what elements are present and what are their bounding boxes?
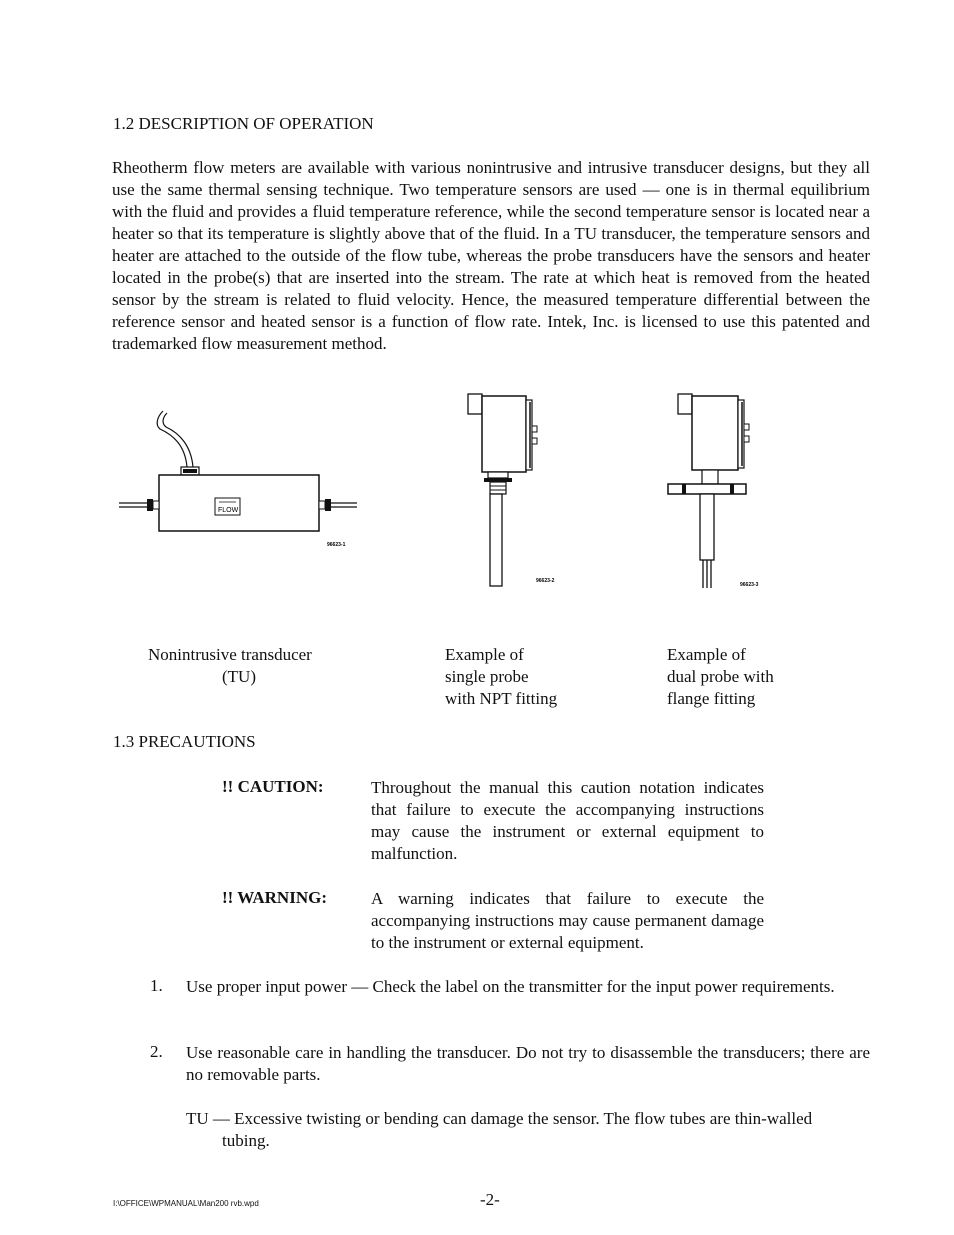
caption-single-line2: single probe [445,667,529,686]
caution-label: !! CAUTION: [222,777,324,796]
drawing-number-3: 96623-3 [740,582,759,588]
single-probe-drawing [460,390,570,590]
caption-dual-line2: dual probe with [667,667,774,686]
list-item-number-1: 1. [150,976,163,995]
drawing-number-1: 96623-1 [327,542,346,548]
tu-transducer-drawing [115,405,365,565]
list-item-number-2: 2. [150,1042,163,1061]
caption-tu-line1: Nonintrusive transducer [148,645,312,664]
list-item-text-2: Use reasonable care in handling the transducer. Do not try to disassemble the transducers; there are no removable parts. [186,1043,870,1084]
flow-label: FLOW [218,507,239,514]
warning-text: A warning indicates that failure to execute the accompanying instructions may cause permanent damage to the instrument or external equipment. [371,889,764,952]
section-heading-description: 1.2 DESCRIPTION OF OPERATION [113,114,374,133]
caption-single-line3: with NPT fitting [445,689,558,708]
tu-note-line2: tubing. [222,1131,270,1150]
drawing-number-2: 96623-2 [536,578,555,584]
section-heading-precautions: 1.3 PRECAUTIONS [113,732,256,751]
footer-file-path: I:\OFFICE\WPMANUAL\Man200 rvb.wpd [113,1199,259,1208]
tu-note-line1: TU — Excessive twisting or bending can damage the sensor. The flow tubes are thin-walled [186,1109,813,1128]
dual-probe-drawing [660,390,770,595]
caption-dual-line3: flange fitting [667,689,756,708]
caption-dual-line1: Example of [667,645,746,664]
caption-single-line1: Example of [445,645,524,664]
page-number: -2- [480,1190,500,1209]
description-paragraph: Rheotherm flow meters are available with various nonintrusive and intrusive transducer designs, but they all use the same thermal sensing technique. Two temperature sensors are used — one is in thermal equilibrium with the fluid and provides a fluid temperature reference, while the second temperature sensor is located near a heater so that its temperature is slightly above that of the fluid. In a TU transducer, the temperature sensors and heater are attached to the outside of the flow tube, whereas the probe transducers have the sensors and heater located in the probe(s) that are inserted into the stream. The rate at which heat is removed from the heated sensor by the stream is related to fluid velocity. Hence, the measured temperature differential between the reference sensor and heated sensor is a function of flow rate. Intek, Inc. is licensed to use this patented and trademarked flow measurement method. [112,158,870,353]
caption-tu-line2: (TU) [222,667,256,686]
warning-label: !! WARNING: [222,888,327,907]
list-item-text-1: Use proper input power — Check the label on the transmitter for the input power requirements. [186,977,835,996]
caution-text: Throughout the manual this caution notation indicates that failure to execute the accompanying instructions may cause the instrument or external equipment to malfunction. [371,778,764,863]
